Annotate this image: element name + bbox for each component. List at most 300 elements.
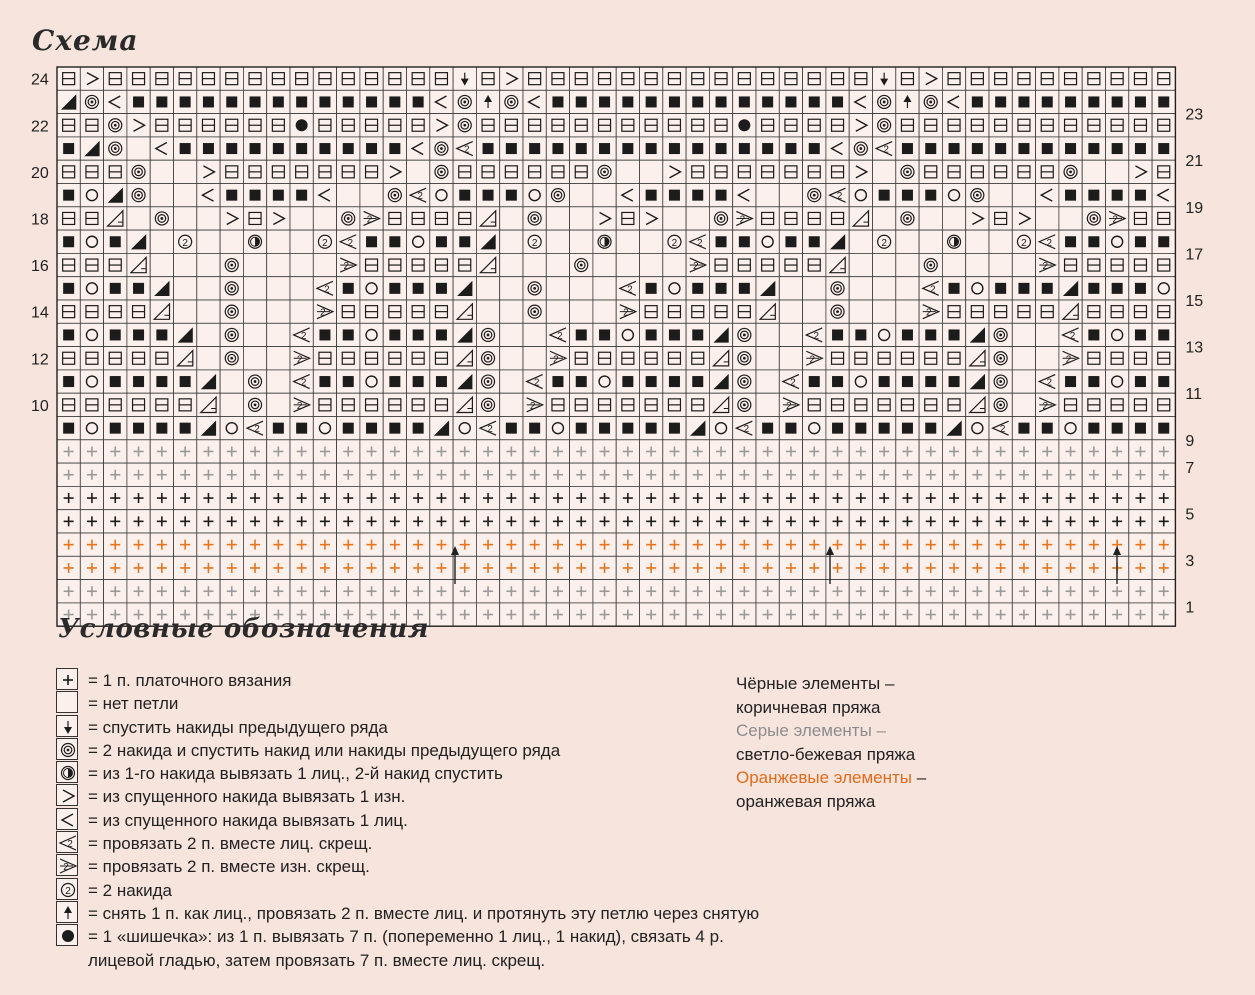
- chart-cell: [174, 300, 197, 323]
- chart-cell: [989, 533, 1012, 556]
- chart-cell: [1059, 277, 1082, 300]
- chart-cell: [1059, 580, 1082, 603]
- chart-cell: [57, 277, 80, 300]
- chart-cell: [1106, 463, 1129, 486]
- chart-cell: [546, 510, 569, 533]
- chart-cell: [174, 253, 197, 276]
- color-note-orange-2: оранжевая пряжа: [736, 791, 876, 811]
- chart-cell: [1059, 556, 1082, 579]
- chart-cell: [1129, 90, 1152, 113]
- chart-cell: [80, 114, 103, 137]
- chart-cell: [80, 463, 103, 486]
- chart-cell: [546, 207, 569, 230]
- color-note-black-1: Чёрные элементы –: [736, 674, 895, 693]
- chart-cell: [1152, 393, 1175, 416]
- half-filled-circle-icon: [56, 761, 78, 783]
- chart-cell: [453, 277, 476, 300]
- chart-cell: [849, 300, 872, 323]
- chart-cell: [966, 603, 989, 626]
- svg-text:2: 2: [487, 424, 493, 436]
- chart-cell: [476, 556, 499, 579]
- chart-cell: [1012, 463, 1035, 486]
- chart-cell: [500, 67, 523, 90]
- chart-cell: [453, 510, 476, 533]
- chart-cell: [267, 556, 290, 579]
- chart-cell: [826, 300, 849, 323]
- chart-cell: [80, 486, 103, 509]
- chart-cell: [1129, 486, 1152, 509]
- chart-cell: [989, 417, 1012, 440]
- chart-cell: [150, 417, 173, 440]
- chart-cell: [919, 114, 942, 137]
- chart-cell: [243, 184, 266, 207]
- chart-cell: [756, 277, 779, 300]
- chart-cell: [826, 137, 849, 160]
- chart-cell: [453, 347, 476, 370]
- chart-cell: [197, 533, 220, 556]
- chart-cell: [476, 486, 499, 509]
- chart-cell: [826, 67, 849, 90]
- color-note-orange-1: Оранжевые элементы: [736, 768, 912, 787]
- chart-cell: [593, 347, 616, 370]
- chart-cell: [733, 347, 756, 370]
- chart-cell: [570, 417, 593, 440]
- chart-cell: [826, 253, 849, 276]
- chart-cell: [337, 393, 360, 416]
- chart-cell: [919, 67, 942, 90]
- chart-cell: [1106, 160, 1129, 183]
- chart-cell: [174, 90, 197, 113]
- chart-cell: [104, 486, 127, 509]
- chart-cell: [383, 510, 406, 533]
- chart-cell: [803, 486, 826, 509]
- chart-cell: [546, 603, 569, 626]
- chart-cell: [104, 184, 127, 207]
- chart-cell: [546, 417, 569, 440]
- chart-cell: [407, 463, 430, 486]
- svg-text:2: 2: [529, 400, 536, 412]
- chart-cell: [267, 207, 290, 230]
- chart-cell: [616, 486, 639, 509]
- chart-cell: [663, 184, 686, 207]
- chart-cell: [290, 160, 313, 183]
- chart-cell: [942, 67, 965, 90]
- chart-cell: [523, 137, 546, 160]
- svg-text:2: 2: [929, 284, 936, 296]
- chart-cell: [896, 230, 919, 253]
- chart-cell: [57, 137, 80, 160]
- chart-cell: [989, 67, 1012, 90]
- chart-cell: [919, 323, 942, 346]
- chart-cell: [546, 533, 569, 556]
- chart-cell: [873, 603, 896, 626]
- chart-cell: [663, 230, 686, 253]
- chart-cell: [1129, 207, 1152, 230]
- chart-cell: [1129, 603, 1152, 626]
- chart-cell: [476, 90, 499, 113]
- chart-cell: [267, 510, 290, 533]
- chart-cell: [849, 323, 872, 346]
- chart-cell: [197, 277, 220, 300]
- svg-text:2: 2: [553, 354, 559, 366]
- legend-text: = нет петли: [88, 694, 179, 714]
- chart-cell: [1012, 230, 1035, 253]
- chart-cell: [896, 533, 919, 556]
- chart-cell: [640, 67, 663, 90]
- chart-cell: [966, 230, 989, 253]
- chart-cell: [220, 114, 243, 137]
- chart-cell: [616, 347, 639, 370]
- chart-cell: [686, 603, 709, 626]
- chart-cell: [476, 323, 499, 346]
- chart-cell: [640, 463, 663, 486]
- chart-cell: [1152, 440, 1175, 463]
- chart-cell: [80, 510, 103, 533]
- chart-cell: [500, 393, 523, 416]
- chart-cell: [663, 580, 686, 603]
- chart-cell: [1152, 347, 1175, 370]
- chart-cell: [942, 184, 965, 207]
- chart-cell: [849, 556, 872, 579]
- chart-cell: [150, 67, 173, 90]
- legend-text: = спустить накиды предыдущего ряда: [88, 717, 388, 737]
- chart-cell: [1036, 510, 1059, 533]
- chart-cell: [127, 323, 150, 346]
- chart-cell: [430, 277, 453, 300]
- chart-cell: [919, 230, 942, 253]
- chart-cell: [1082, 253, 1105, 276]
- chart-cell: [1082, 347, 1105, 370]
- chart-cell: [849, 486, 872, 509]
- chart-cell: [942, 230, 965, 253]
- chart-cell: [1036, 580, 1059, 603]
- chart-cell: [383, 230, 406, 253]
- chart-cell: [709, 463, 732, 486]
- chart-cell: [220, 277, 243, 300]
- chart-cell: [127, 160, 150, 183]
- chart-cell: [803, 230, 826, 253]
- chart-cell: [360, 114, 383, 137]
- chart-cell: [337, 300, 360, 323]
- chart-cell: [593, 580, 616, 603]
- chart-cell: [523, 347, 546, 370]
- chart-cell: [733, 417, 756, 440]
- chart-cell: [360, 393, 383, 416]
- chart-cell: [243, 230, 266, 253]
- chart-cell: [1012, 440, 1035, 463]
- chart-cell: [80, 67, 103, 90]
- chart-cell: [407, 300, 430, 323]
- chart-cell: [104, 463, 127, 486]
- chart-cell: [197, 160, 220, 183]
- chart-cell: [826, 393, 849, 416]
- chart-cell: [803, 440, 826, 463]
- chart-cell: [523, 323, 546, 346]
- chart-cell: [1036, 300, 1059, 323]
- chart-cell: [1152, 277, 1175, 300]
- chart-cell: [709, 160, 732, 183]
- chart-cell: [407, 486, 430, 509]
- chart-cell: [197, 510, 220, 533]
- chart-cell: [1082, 463, 1105, 486]
- chart-cell: [616, 463, 639, 486]
- chart-cell: [896, 90, 919, 113]
- chart-cell: [1036, 253, 1059, 276]
- chart-cell: [1036, 417, 1059, 440]
- chart-cell: [989, 184, 1012, 207]
- chart-cell: [220, 533, 243, 556]
- chart-cell: [849, 510, 872, 533]
- chart-cell: [267, 533, 290, 556]
- chart-cell: [150, 114, 173, 137]
- chart-cell: [663, 277, 686, 300]
- chart-cell: [57, 300, 80, 323]
- chart-cell: [290, 67, 313, 90]
- chart-cell: [220, 323, 243, 346]
- chart-cell: [546, 440, 569, 463]
- chart-cell: [1152, 184, 1175, 207]
- chart-cell: [593, 114, 616, 137]
- chart-cell: [453, 393, 476, 416]
- chart-cell: [663, 67, 686, 90]
- chart-cell: [640, 486, 663, 509]
- chart-cell: [942, 207, 965, 230]
- chart-cell: [453, 184, 476, 207]
- chart-cell: [243, 253, 266, 276]
- svg-text:2: 2: [63, 862, 69, 874]
- chart-cell: [570, 207, 593, 230]
- chart-cell: [919, 417, 942, 440]
- chart-cell: [640, 323, 663, 346]
- chart-cell: [966, 137, 989, 160]
- chart-cell: [220, 510, 243, 533]
- chart-cell: [733, 300, 756, 323]
- chart-cell: [570, 277, 593, 300]
- chart-cell: [686, 463, 709, 486]
- chart-cell: [733, 277, 756, 300]
- chart-cell: [989, 277, 1012, 300]
- chart-cell: [197, 486, 220, 509]
- chart-cell: [360, 160, 383, 183]
- chart-cell: [383, 463, 406, 486]
- chart-cell: [174, 440, 197, 463]
- chart-cell: [1036, 230, 1059, 253]
- chart-cell: [1106, 90, 1129, 113]
- chart-cell: [127, 114, 150, 137]
- chart-cell: [150, 207, 173, 230]
- chart-cell: [779, 90, 802, 113]
- chart-cell: [709, 556, 732, 579]
- chart-cell: [57, 230, 80, 253]
- chart-cell: [313, 253, 336, 276]
- chart-cell: [243, 580, 266, 603]
- chart-cell: [197, 347, 220, 370]
- chart-cell: [709, 207, 732, 230]
- chart-cell: [383, 277, 406, 300]
- chart-cell: [896, 510, 919, 533]
- chart-cell: [1129, 556, 1152, 579]
- chart-cell: [1036, 486, 1059, 509]
- chart-cell: [1152, 486, 1175, 509]
- chart-cell: [1012, 603, 1035, 626]
- chart-cell: [174, 417, 197, 440]
- chart-cell: [640, 533, 663, 556]
- chart-cell: [127, 510, 150, 533]
- svg-text:2: 2: [790, 377, 796, 389]
- chart-cell: [267, 67, 290, 90]
- chart-cell: [593, 463, 616, 486]
- chart-cell: [360, 253, 383, 276]
- chart-cell: [523, 603, 546, 626]
- chart-cell: [127, 580, 150, 603]
- chart-cell: [686, 300, 709, 323]
- chart-cell: [756, 580, 779, 603]
- legend-text: = провязать 2 п. вместе лиц. скрещ.: [88, 834, 373, 854]
- scheme-title: Схема: [32, 24, 139, 57]
- row-number-right: 19: [1185, 199, 1204, 217]
- chart-cell: [220, 90, 243, 113]
- chart-cell: [57, 160, 80, 183]
- chart-cell: [873, 510, 896, 533]
- chart-cell: [733, 67, 756, 90]
- chart-cell: [663, 160, 686, 183]
- chart-cell: [220, 440, 243, 463]
- chart-cell: [733, 160, 756, 183]
- chart-cell: [267, 417, 290, 440]
- chart-cell: [220, 556, 243, 579]
- chart-cell: [523, 440, 546, 463]
- chart-cell: [733, 533, 756, 556]
- chart-cell: [873, 230, 896, 253]
- chart-cell: [150, 510, 173, 533]
- chart-cell: [803, 323, 826, 346]
- chart-cell: [313, 184, 336, 207]
- chart-cell: [1152, 160, 1175, 183]
- chart-cell: [1012, 207, 1035, 230]
- svg-text:2: 2: [1112, 214, 1118, 226]
- chart-cell: [756, 603, 779, 626]
- chart-cell: [826, 347, 849, 370]
- legend-text: = провязать 2 п. вместе изн. скрещ.: [88, 857, 370, 877]
- chart-cell: [849, 137, 872, 160]
- chart-cell: [267, 323, 290, 346]
- chart-cell: [476, 370, 499, 393]
- chart-cell: [1059, 67, 1082, 90]
- chart-cell: [500, 207, 523, 230]
- chart-cell: [663, 114, 686, 137]
- chart-cell: [733, 580, 756, 603]
- chart-cell: [127, 417, 150, 440]
- chart-cell: [197, 370, 220, 393]
- chart-cell: [686, 207, 709, 230]
- chart-cell: [453, 230, 476, 253]
- chart-cell: [873, 137, 896, 160]
- chart-cell: [663, 370, 686, 393]
- svg-text:2: 2: [1065, 354, 1072, 366]
- chart-cell: [197, 417, 220, 440]
- chart-cell: [500, 184, 523, 207]
- chart-cell: [127, 207, 150, 230]
- chart-cell: [337, 277, 360, 300]
- chart-cell: [1012, 533, 1035, 556]
- chart-cell: [570, 510, 593, 533]
- chart-cell: [873, 533, 896, 556]
- chart-cell: [896, 440, 919, 463]
- chart-cell: [989, 323, 1012, 346]
- chart-cell: [942, 510, 965, 533]
- chart-cell: [942, 603, 965, 626]
- chart-cell: [849, 533, 872, 556]
- chart-cell: [896, 370, 919, 393]
- chart-cell: [570, 253, 593, 276]
- chart-cell: [989, 463, 1012, 486]
- chart-cell: [546, 556, 569, 579]
- chart-cell: [570, 323, 593, 346]
- chart-cell: [966, 580, 989, 603]
- chart-cell: [1129, 417, 1152, 440]
- chart-cell: [360, 207, 383, 230]
- chart-cell: [383, 393, 406, 416]
- chart-cell: [1106, 486, 1129, 509]
- chart-cell: [313, 67, 336, 90]
- chart-cell: [1059, 486, 1082, 509]
- chart-cell: [709, 67, 732, 90]
- chart-cell: [1036, 533, 1059, 556]
- svg-text:2: 2: [1042, 261, 1049, 273]
- chart-cell: [966, 277, 989, 300]
- chart-cell: [826, 277, 849, 300]
- chart-cell: [430, 137, 453, 160]
- chart-cell: [80, 230, 103, 253]
- chart-cell: [663, 207, 686, 230]
- chart-cell: [407, 230, 430, 253]
- chart-cell: [290, 510, 313, 533]
- chart-cell: [57, 510, 80, 533]
- chart-cell: [220, 300, 243, 323]
- chart-cell: [989, 90, 1012, 113]
- chart-cell: [1082, 580, 1105, 603]
- chart-cell: [313, 463, 336, 486]
- chart-cell: [1129, 300, 1152, 323]
- chart-cell: [966, 463, 989, 486]
- chart-cell: [453, 580, 476, 603]
- chart-cell: [57, 67, 80, 90]
- chart-cell: [826, 417, 849, 440]
- chart-cell: [896, 486, 919, 509]
- chart-cell: [989, 300, 1012, 323]
- chart-cell: [1152, 603, 1175, 626]
- chart-cell: [430, 253, 453, 276]
- svg-text:2: 2: [1046, 237, 1053, 249]
- chart-cell: [966, 253, 989, 276]
- chart-cell: [1106, 137, 1129, 160]
- chart-cell: [896, 556, 919, 579]
- row-number-right: 11: [1185, 386, 1203, 404]
- chart-cell: [1012, 114, 1035, 137]
- chart-cell: [1152, 230, 1175, 253]
- chart-cell: [1012, 510, 1035, 533]
- chart-cell: [313, 510, 336, 533]
- chart-cell: [989, 510, 1012, 533]
- chart-cell: [383, 417, 406, 440]
- chart-cell: [290, 440, 313, 463]
- chart-cell: [337, 230, 360, 253]
- chart-cell: [500, 463, 523, 486]
- chart-cell: [733, 393, 756, 416]
- chart-cell: [989, 603, 1012, 626]
- chart-cell: [407, 184, 430, 207]
- chart-cell: [803, 137, 826, 160]
